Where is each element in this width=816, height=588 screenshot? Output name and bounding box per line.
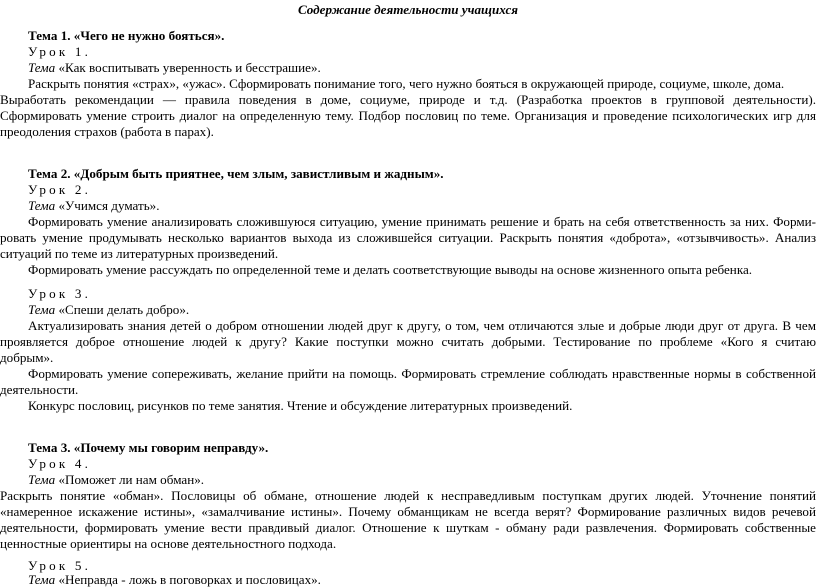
- lesson-3-line-5: деятельности.: [0, 382, 79, 397]
- lesson-4-theme: [28, 472, 816, 488]
- lesson-5-theme: [28, 572, 816, 588]
- lesson-4-theme-text: «Поможет ли нам обман».: [55, 472, 205, 487]
- topic-1-line-3: Сформировать умение строить диалог на определенную тему. Подбор пословиц по теме. Организация и проведение психологических игр для: [0, 108, 816, 123]
- topic-1-line-4: преодоления страхов (работа в парах).: [0, 124, 214, 139]
- lesson-1-label: Урок 1.: [28, 44, 92, 59]
- lesson-4-line-1: Раскрыть понятие «обман». Пословицы об обмане, отношение людей к несправедливым поступкам других людей. Уточнение понятий: [0, 488, 816, 503]
- theme-label: Тема: [28, 198, 56, 213]
- lesson-3-line-2: проявляется доброе отношение людей к другу? Какие поступки можно считать добрыми. Тестирование по проблеме «Кого я считаю: [0, 334, 816, 349]
- lesson-2-theme-text: «Учимся думать».: [55, 198, 160, 213]
- topic-3-heading: Тема 3. «Почему мы говорим неправду».: [28, 440, 269, 455]
- lesson-2-line-1: Формировать умение анализировать сложившуюся ситуацию, умение принимать решение и брать на себя ответственность за них. Форми-: [28, 214, 816, 229]
- lesson-3-label: Урок 3.: [28, 286, 92, 301]
- lesson-5-theme-text: «Неправда - ложь в поговорках и пословицах».: [55, 572, 321, 587]
- topic-1-line-2: Выработать рекомендации — правила поведения в доме, социуме, природе и т.д. (Разработка проектов в групповой деятельности).: [0, 92, 816, 107]
- lesson-2-line-3: ситуаций по теме из литературных произведений.: [0, 246, 279, 261]
- topic-1-heading: Тема 1. «Чего не нужно бояться».: [28, 28, 225, 43]
- lesson-4-line-4: ценностные ориентиры на основе деятельностного подхода.: [0, 536, 337, 551]
- lesson-1-theme-text: «Как воспитывать уверенность и бесстрашие».: [55, 60, 321, 75]
- lesson-3-line-6: Конкурс пословиц, рисунков по теме занятия. Чтение и обсуждение литературных произведений.: [28, 398, 573, 413]
- lesson-2-theme: [28, 198, 816, 214]
- lesson-4-line-2: «намеренное искажение истины», «замалчивание истины». Почему обманщикам не всегда верят? Формирование различных видов речевой: [0, 504, 816, 519]
- lesson-3-line-4: Формировать умение сопереживать, желание прийти на помощь. Формировать стремление соблюдать нравственные нормы в собственной: [28, 366, 816, 381]
- topic-2-heading: Тема 2. «Добрым быть приятнее, чем злым, завистливым и жадным».: [28, 166, 444, 181]
- lesson-4-label: Урок 4.: [28, 456, 92, 471]
- lesson-3-line-1: Актуализировать знания детей о добром отношении людей друг к другу, о том, чем отличаются злые и добрые люди друг от друга. В чем: [28, 318, 816, 333]
- lesson-3-theme-text: «Спеши делать добро».: [55, 302, 190, 317]
- lesson-2-line-4: Формировать умение рассуждать по определенной теме и делать соответствующие выводы на основе жизненного опыта ребенка.: [28, 262, 753, 277]
- topic-1-line-1: Раскрыть понятия «страх», «ужас». Сформировать понимание того, чего нужно бояться в окружающей природе, социуме, школе, дома.: [28, 76, 785, 91]
- theme-label: Тема: [28, 572, 56, 587]
- theme-label: Тема: [28, 472, 56, 487]
- lesson-4-line-3: деятельности, формировать умение вести правдивый диалог. Отношение к шуткам - обману ради развлечения. Формировать собственные: [0, 520, 816, 535]
- lesson-2-label: Урок 2.: [28, 182, 92, 197]
- lesson-3-line-3: добрым».: [0, 350, 54, 365]
- lesson-1-theme: [28, 60, 816, 76]
- theme-label: Тема: [28, 60, 56, 75]
- lesson-3-theme: [28, 302, 816, 318]
- theme-label: Тема: [28, 302, 56, 317]
- lesson-5-label: Урок 5.: [28, 558, 92, 573]
- document-title: Содержание деятельности учащихся: [297, 2, 519, 17]
- lesson-2-line-2: ровать умение продумывать несколько вариантов выхода из сложившейся ситуации. Раскрыть понятия «доброта», «отзывчивость». Анализ: [0, 230, 816, 245]
